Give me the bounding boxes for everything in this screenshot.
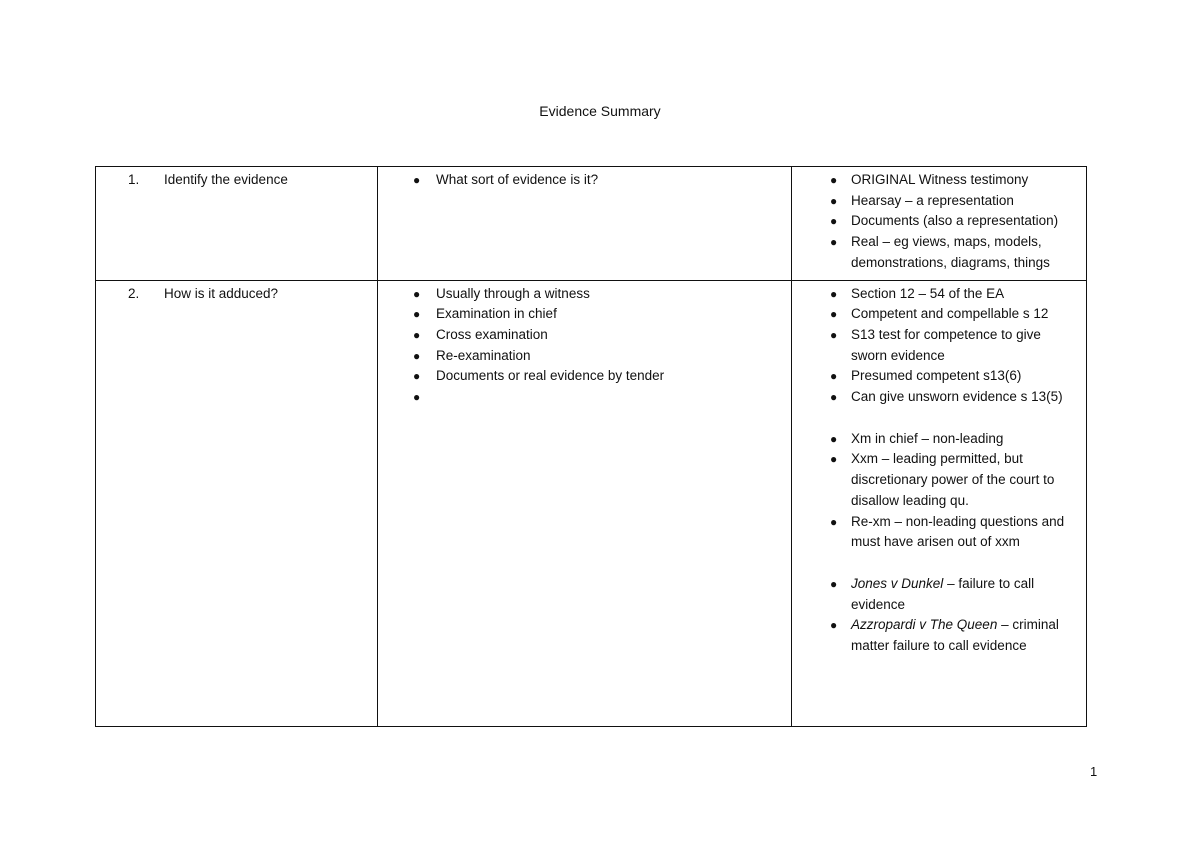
list-item: ● Cross examination [386, 325, 783, 346]
bullet-icon: ● [830, 431, 838, 446]
list-item: ● Competent and compellable s 12 [800, 304, 1078, 325]
list-item: ● Jones v Dunkel – failure to call evidence [830, 575, 1035, 612]
bullet-icon: ● [830, 327, 838, 342]
list-item: ● What sort of evidence is it? [386, 170, 783, 191]
list-item [386, 387, 783, 408]
list-item: ● Re-xm – non-leading questions and must have arisen out of xxm [830, 513, 1065, 550]
answer-cell [792, 280, 1087, 726]
bullet-icon: ● [413, 369, 421, 384]
bullet-icon: ● [413, 390, 421, 405]
bullet-icon: ● [830, 286, 838, 301]
list-item: ● Usually through a witness [386, 284, 783, 305]
list-item: ● S13 test for competence to give sworn evidence [830, 326, 1041, 363]
table-row [96, 280, 1087, 726]
list-item: ● Azzropardi v The Queen – criminal matter failure to call evidence [830, 617, 1059, 654]
list-item: ● Examination in chief [386, 304, 783, 325]
row-heading: How is it adduced? [164, 285, 279, 301]
list-item: ● Documents or real evidence by tender [386, 366, 783, 387]
row-heading: Identify the evidence [164, 172, 288, 187]
list-item: ● Documents (also a representation) [800, 211, 1078, 232]
list-item: ● Section 12 – 54 of the EA [800, 284, 1078, 305]
page-number: 1 [1090, 764, 1098, 779]
row-number: 1. [128, 172, 140, 187]
bullet-icon: ● [830, 452, 838, 467]
bullet-icon: ● [830, 576, 838, 591]
bullet-icon: ● [413, 348, 421, 363]
table-row [96, 167, 1087, 281]
row-number: 2. [128, 285, 140, 301]
bullet-icon: ● [413, 173, 421, 187]
list-item: ● Xm in chief – non-leading [800, 429, 1078, 450]
answer-cell [792, 167, 1087, 281]
question-cell [378, 167, 792, 281]
bullet-icon: ● [413, 286, 421, 301]
document-title: Evidence Summary [539, 103, 661, 119]
case-name: Azzropardi v The Queen [851, 617, 998, 633]
row-heading-cell [96, 167, 378, 281]
bullet-icon: ● [413, 327, 421, 342]
list-item: ● Xxm – leading permitted, but discretionary power of the court to disallow leading qu. [830, 451, 1055, 508]
evidence-summary-table [95, 166, 1087, 727]
bullet-icon: ● [830, 390, 838, 405]
bullet-icon: ● [830, 173, 838, 187]
bullet-icon: ● [830, 514, 838, 529]
bullet-icon: ● [830, 214, 838, 229]
bullet-icon: ● [830, 235, 838, 250]
numbered-heading [104, 284, 369, 305]
question-cell [378, 280, 792, 726]
bullet-icon: ● [413, 307, 421, 322]
list-item: ● Can give unsworn evidence s 13(5) [800, 387, 1078, 408]
list-item: ● Presumed competent s13(6) [800, 366, 1078, 387]
bullet-icon: ● [830, 369, 838, 384]
list-item: ● Re-examination [386, 346, 783, 367]
list-item: ● ORIGINAL Witness testimony [800, 170, 1078, 191]
row-heading-cell [96, 280, 378, 726]
bullet-icon: ● [830, 193, 838, 208]
list-item: ● Hearsay – a representation [800, 191, 1078, 212]
numbered-heading [104, 170, 369, 191]
bullet-icon: ● [830, 618, 838, 633]
list-item: ● Real – eg views, maps, models, demonstrations, diagrams, things [830, 234, 1050, 270]
bullet-icon: ● [830, 307, 838, 322]
case-name: Jones v Dunkel [851, 575, 944, 591]
